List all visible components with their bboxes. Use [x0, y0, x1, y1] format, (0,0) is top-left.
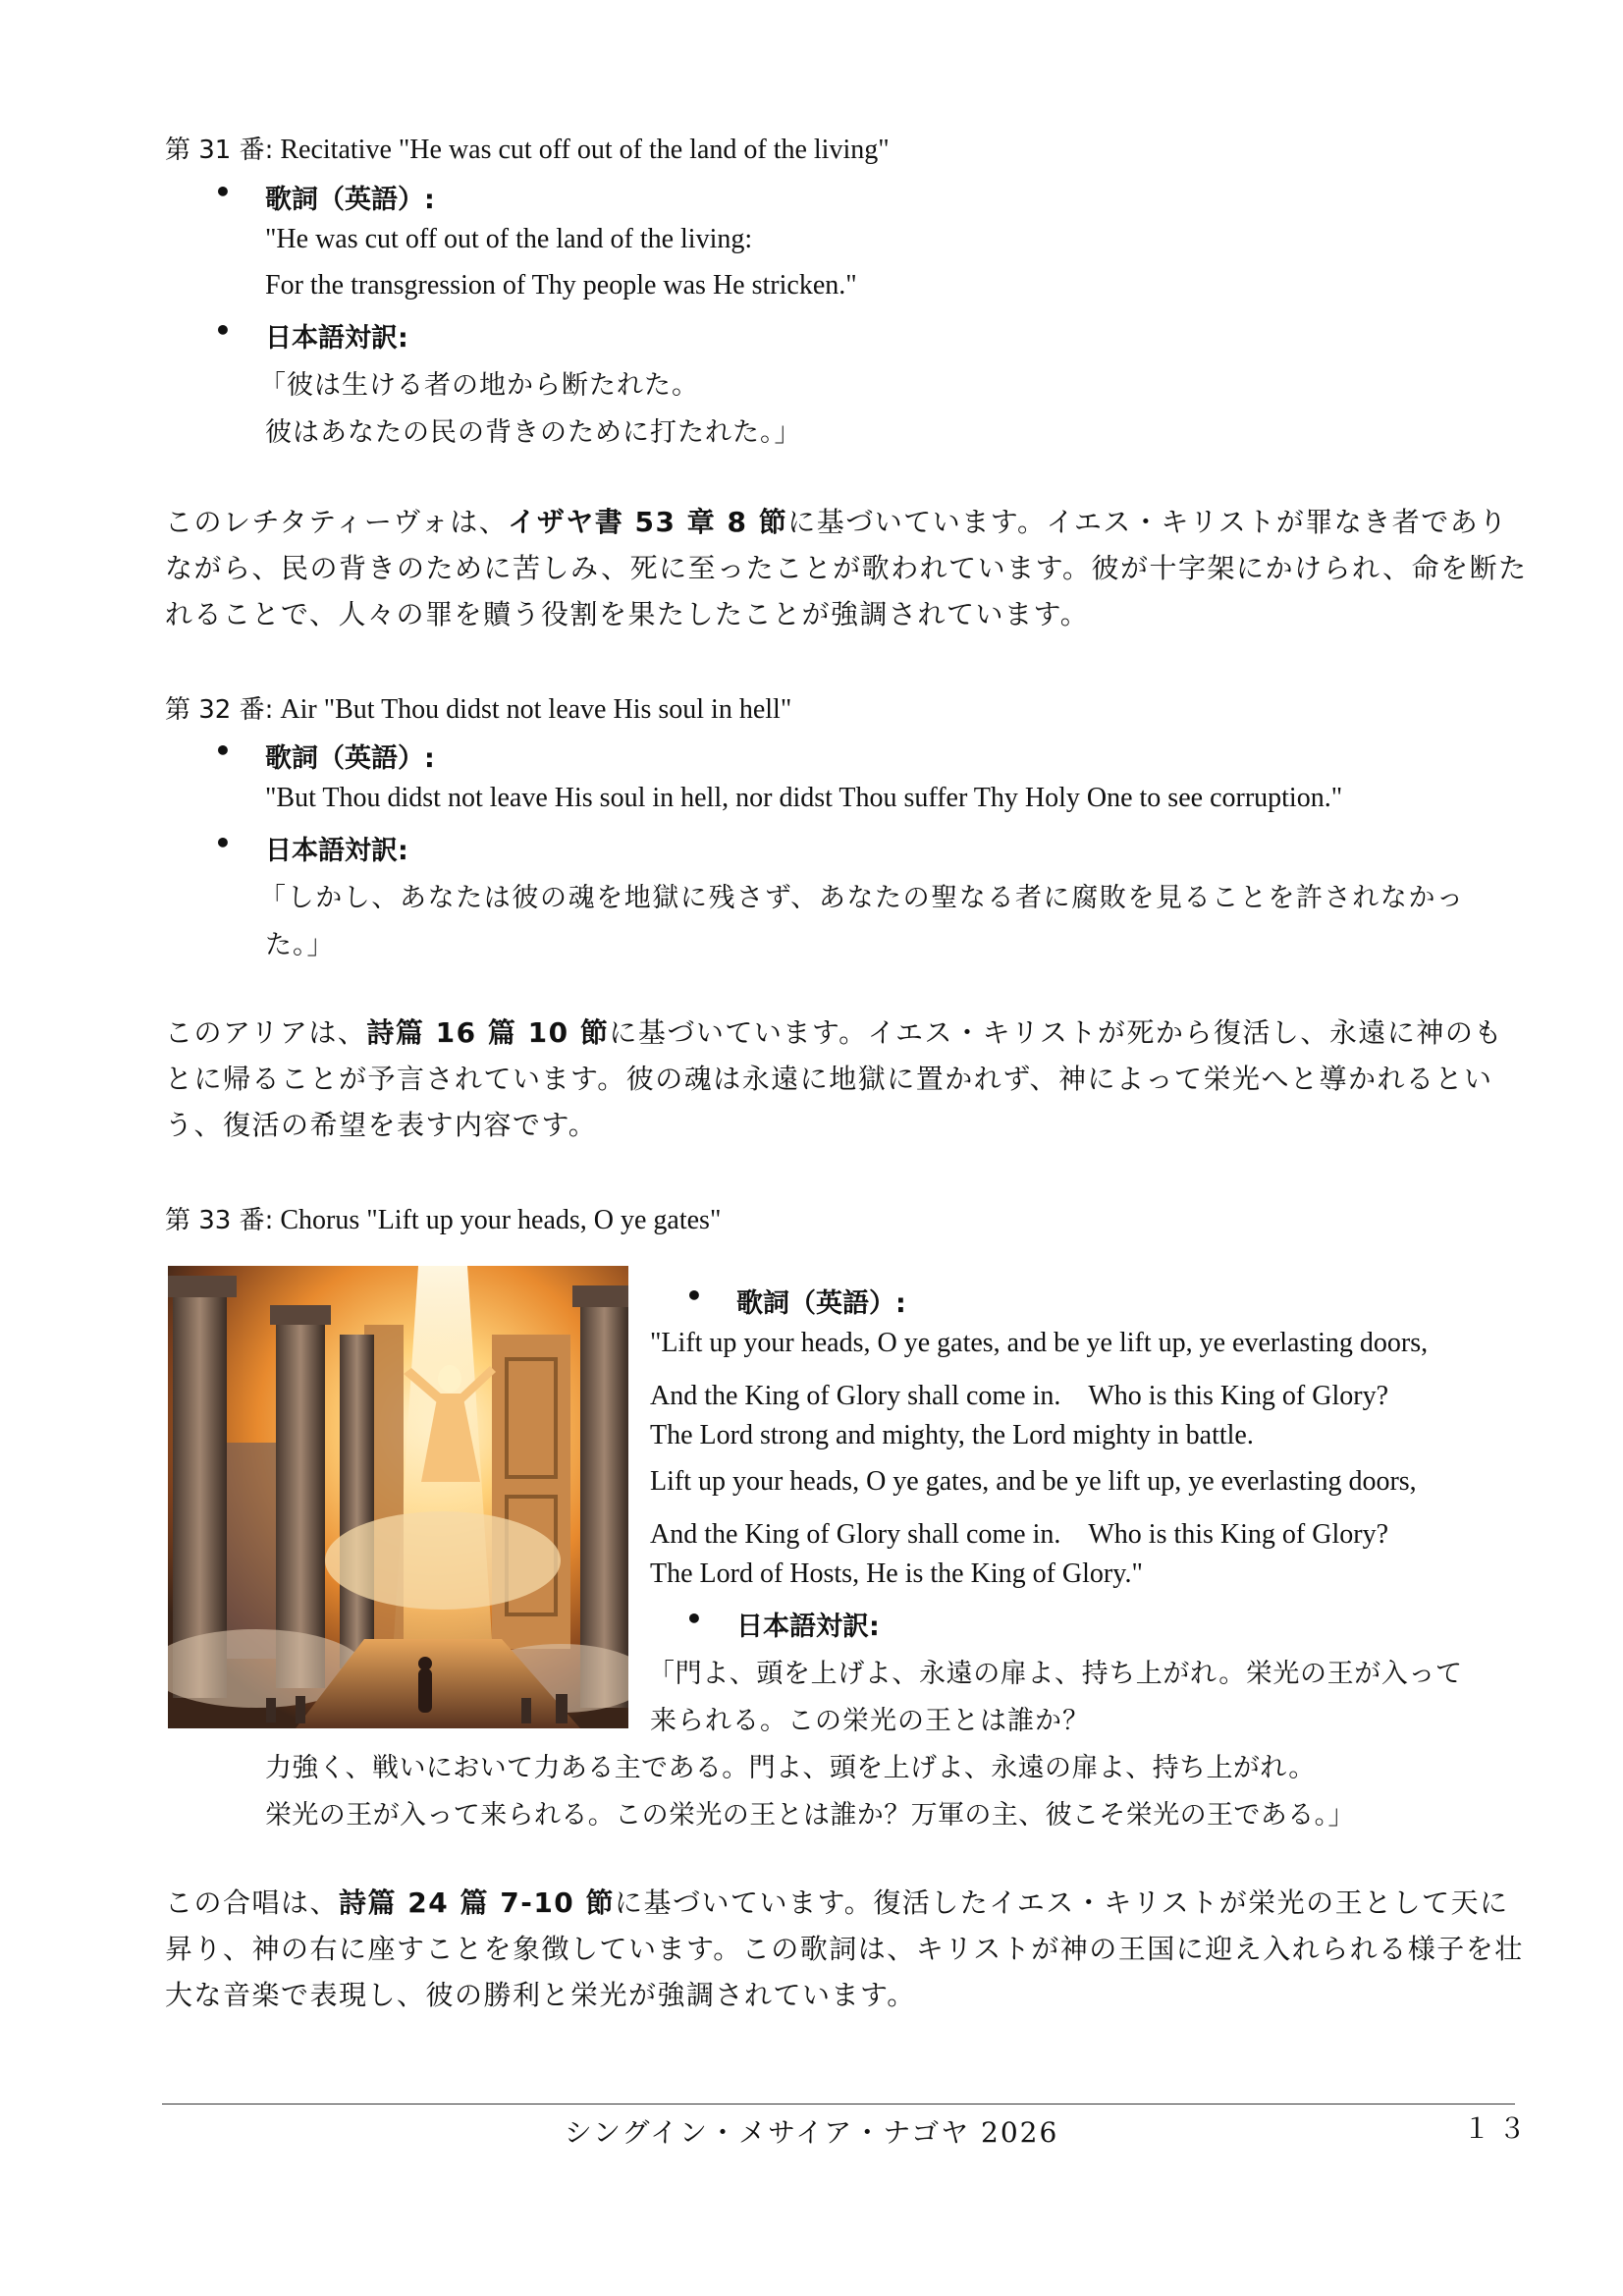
section-32-lyric-line: "But Thou didst not leave His soul in hell, nor didst Thou suffer Thy Holy One to see corruption." [265, 783, 1343, 813]
section-33-heading [165, 1200, 721, 1236]
section-31-number: 第 31 番: [165, 136, 274, 165]
section-32-translation-label: • 日本語対訳: [265, 829, 408, 867]
section-33-title: Chorus "Lift up your heads, O ye gates" [280, 1205, 722, 1235]
section-33-translation-line: 力強く、戦いにおいて力ある主である。門よ、頭を上げよ、永遠の扉よ、持ち上がれ。 [265, 1753, 1316, 1783]
section-32-lyrics-label: • 歌詞（英語）: [265, 737, 435, 775]
section-33-lyric-line: The Lord of Hosts, He is the King of Glory." [650, 1558, 1143, 1589]
section-31-translation-line: 彼はあなたの民の背きのために打たれた。」 [265, 417, 802, 448]
section-33-translation-line: 栄光の王が入って来られる。この栄光の王とは誰か？万軍の主、彼こそ栄光の王である。」 [265, 1800, 1355, 1831]
section-33-lyrics-label: • 歌詞（英語）: [736, 1282, 906, 1320]
section-32-title: Air "But Thou didst not leave His soul in hell" [280, 694, 792, 725]
section-33-translation-label: • 日本語対訳: [736, 1605, 880, 1643]
section-33-lyric-line: The Lord strong and mighty, the Lord mighty in battle. [650, 1420, 1254, 1450]
footer-title: シングイン・メサイア・ナゴヤ 2026 [564, 2116, 1059, 2149]
section-33-lyric-line: And the King of Glory shall come in. Who is this King of Glory? [650, 1519, 1389, 1550]
footer-divider [162, 2104, 1515, 2105]
section-31-translation-label: • 日本語対訳: [265, 316, 408, 355]
section-33-commentary [165, 1880, 1530, 2018]
commentary-text: このレチタティーヴォは、 [165, 506, 509, 538]
section-33-lyric-line: "Lift up your heads, O ye gates, and be ye lift up, ye everlasting doors, [650, 1328, 1429, 1358]
section-31-translation-line: 「彼は生ける者の地から断たれた。 [259, 370, 699, 401]
section-31-lyrics-label: • 歌詞（英語）: [265, 178, 435, 216]
section-31-title: Recitative "He was cut off out of the land of the living" [280, 135, 890, 165]
section-33-translation-line: 「門よ、頭を上げよ、永遠の扉よ、持ち上がれ。栄光の王が入って [648, 1659, 1463, 1689]
section-32-heading [165, 689, 791, 726]
section-32-number: 第 32 番: [165, 695, 274, 725]
section-33-number: 第 33 番: [165, 1206, 274, 1235]
section-31-heading [165, 130, 890, 166]
section-32-translation-line: 「しかし、あなたは彼の魂を地獄に残さず、あなたの聖なる者に腐敗を見ることを許されなかっ [259, 883, 1465, 913]
commentary-text: に基づいています。イエス・キリストが罪なき者でありながら、民の背きのために苦しみ、死に至ったことが歌われています。彼が十字架にかけられ、命を断たれることで、人々の罪を贖う役割を果たしたことが強調されています。 [165, 506, 1528, 630]
commentary-text: に基づいています。復活したイエス・キリストが栄光の王として天に昇り、神の右に座すことを象徴しています。この歌詞は、キリストが神の王国に迎え入れられる様子を壮大な音楽で表現し、彼の勝利と栄光が強調されています。 [165, 1886, 1524, 2011]
page-number: １３ [1463, 2112, 1535, 2145]
scripture-reference: 詩篇 24 篇 7-10 節 [339, 1886, 616, 1919]
section-33-lyric-line: And the King of Glory shall come in. Who is this King of Glory? [650, 1381, 1389, 1411]
scripture-reference: 詩篇 16 篇 10 節 [366, 1016, 610, 1049]
section-31-lyric-line: For the transgression of Thy people was He stricken." [265, 270, 857, 301]
commentary-text: に基づいています。イエス・キリストが死から復活し、永遠に神のもとに帰ることが予言されています。彼の魂は永遠に地獄に置かれず、神によって栄光へと導かれるという、復活の希望を表す内容です。 [165, 1016, 1503, 1141]
commentary-text: この合唱は、 [165, 1886, 340, 1919]
section-32-commentary [165, 1010, 1530, 1148]
section-33-lyric-line: Lift up your heads, O ye gates, and be ye lift up, ye everlasting doors, [650, 1466, 1417, 1497]
section-31-lyric-line: "He was cut off out of the land of the living: [265, 224, 753, 254]
section-31-commentary [165, 499, 1530, 637]
section-32-translation-line: た。」 [265, 930, 335, 960]
commentary-text: このアリアは、 [165, 1016, 367, 1049]
scripture-reference: イザヤ書 53 章 8 節 [508, 506, 788, 538]
section-33-translation-line: 来られる。この栄光の王とは誰か？ [650, 1706, 1090, 1736]
heavenly-gates-illustration [168, 1266, 628, 1728]
